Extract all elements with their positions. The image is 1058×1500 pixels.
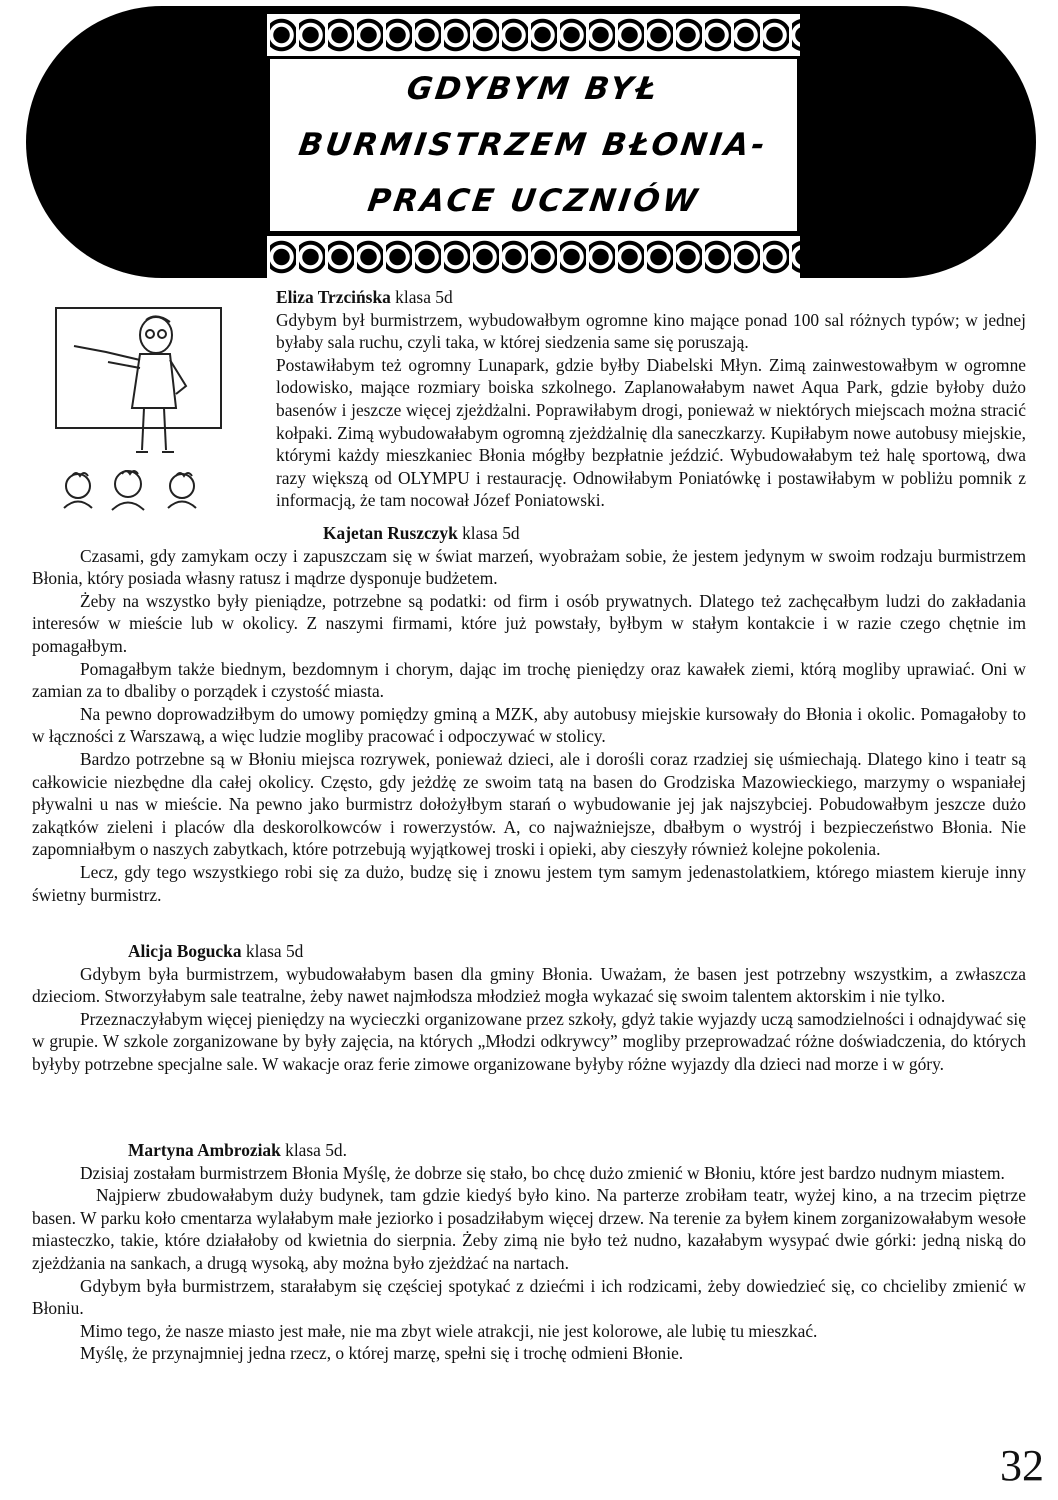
paragraph: Mimo tego, że nasze miasto jest małe, nie ma zbyt wiele atrakcji, nie jest kolorowe, ale lubię tu mieszkać. <box>80 1320 818 1341</box>
ornament-strip-top <box>267 14 800 56</box>
header-banner <box>26 6 1036 278</box>
ornament-strip-bottom <box>267 236 800 278</box>
title-line-2: BURMISTRZEM BŁONIA- <box>296 127 771 163</box>
paragraph: Myślę, że przynajmniej jedna rzecz, o której marzę, spełni się i trochę odmieni Błonie. <box>80 1343 684 1364</box>
author-name: Alicja Bogucka <box>128 941 242 961</box>
article-section-3 <box>32 940 1026 1076</box>
author-class: klasa 5d <box>390 287 453 307</box>
article-section-2 <box>32 522 1026 906</box>
article-section-1 <box>32 286 1026 512</box>
paragraph: Najpierw zbudowałabym duży budynek, tam gdzie kiedyś było kino. Na parterze zrobiłam teatr, wyżej kino, a na trzecim piętrze basen. W parku koło cmentarza wylałabym małe jeziorko i posadziłabym więcej drzew. Na terenie za byłem kinem zorganizowałabym wesołe miasteczko, takie, które działałoby od kwietnia do sierpnia. Żeby zimą nie było też nudno, kazałabym wysypać dwie górki: jedną niską do zjeżdżania na sankach, a drugą wysoką, aby można było zjeżdżać na nartach. <box>32 1185 1026 1273</box>
article-section-4 <box>32 1139 1026 1365</box>
title-panel <box>267 56 800 234</box>
paragraph: Gdybym był burmistrzem, wybudowałbym ogromne kino mające ponad 100 sal różnych typów; w jednej byłaby sala ruchu, czyli taka, w której siedzenia same się poruszają. <box>276 309 1026 353</box>
title-line-1: GDYBYM BYŁ <box>404 71 663 107</box>
section-heading <box>32 522 1026 545</box>
section-heading <box>276 286 1026 309</box>
page-number: 32 <box>1000 1441 1044 1490</box>
title-line-3: PRACE UCZNIÓW <box>365 183 702 219</box>
author-name: Kajetan Ruszczyk <box>323 523 458 543</box>
paragraph: Czasami, gdy zamykam oczy i zapuszczam się w świat marzeń, wyobrażam sobie, że jestem jedynym w swoim rodzaju burmistrzem Błonia, który posiada własny ratusz i mądrze dysponuje budżetem. <box>32 545 1026 589</box>
paragraph: Bardzo potrzebne są w Błoniu miejsca rozrywek, ponieważ dzieci, ale i dorośli coraz rzadziej się uśmiechają. Dlatego kino i teatr są całkowicie niezbędne dla całej okolicy. Często, gdy jeżdżę ze swoim tatą na basen do Grodziska Mazowieckiego, marzymy o wspaniałej pływalni u nas w mieście. Na pewno jako burmistrz dołożyłbym starań o wybudowanie jej jak najszybciej. Pobudowałbym jeszcze dużo zakątków zieleni i placów dla deskorolkowców i rowerzystów. A, co najważniejsze, dbałbym o wystrój i bezpieczeństwo Błonia. Nie zapomniałbym o naszych zabytkach, które potrzebują wyjątkowej troski i opieki, aby cieszyły również kolejne pokolenia. <box>32 748 1026 860</box>
author-class: klasa 5d <box>241 941 304 961</box>
author-class: klasa 5d <box>457 523 520 543</box>
section-heading <box>32 940 1026 963</box>
paragraph: Pomagałbym także biednym, bezdomnym i chorym, dając im trochę pieniędzy oraz kawałek ziemi, którą mogliby uprawiać. Oni w zamian za to dbaliby o porządek i czystość miasta. <box>32 658 1026 702</box>
author-class: klasa 5d. <box>280 1140 347 1160</box>
paragraph: Dzisiaj zostałam burmistrzem Błonia Myślę, że dobrze się stało, bo chcę dużo zmienić w Błoniu, które jest bardzo nudnym miastem. <box>80 1162 1005 1183</box>
paragraph: Przeznaczyłabym więcej pieniędzy na wycieczki organizowane przez szkoły, gdyż takie wyjazdy uczą samodzielności i odnajdywać się w grupie. W szkole zorganizowane by były zajęcia, na których „Młodzi odkrywcy” mogliby przeprowadzać różne doświadczenia, do których byłyby potrzebne specjalne sale. W wakacje oraz ferie zimowe organizowane byłyby różne wyjazdy dla dzieci nad morze i w góry. <box>32 1008 1026 1074</box>
section-heading <box>32 1139 1026 1162</box>
author-name: Eliza Trzcińska <box>276 287 391 307</box>
paragraph: Lecz, gdy tego wszystkiego robi się za dużo, budzę się i znowu jestem tym samym jedenastolatkiem, którego miastem kieruje inny świetny burmistrz. <box>32 861 1026 905</box>
paragraph: Gdybym była burmistrzem, starałabym się częściej spotykać z dziećmi i ich rodzicami, żeby dowiedzieć się, co chcieliby zmienić w Błoniu. <box>32 1275 1026 1319</box>
paragraph: Na pewno doprowadziłbym do umowy pomiędzy gminą a MZK, aby autobusy miejskie kursowały do Błonia i okolic. Pomagałoby to w łączności z Warszawą, a więc ludzie mogliby pracować i odpoczywać w stolicy. <box>32 703 1026 747</box>
paragraph: Postawiłabym też ogromny Lunapark, gdzie byłby Diabelski Młyn. Zimą zainwestowałbym w ogromne lodowisko, mające rozmiary boiska szkolnego. Zaplanowałabym nawet Aqua Park, gdzie byłoby dużo basenów i jeszcze więcej zjeżdżalni. Poprawiłabym drogi, ponieważ w niektórych miejscach można stracić kołpaki. Zimą wybudowałabym ogromną zjeżdżalnię dla saneczkarzy. Kupiłabym nowe autobusy miejskie, którymi każdy mieszkaniec Błonia mógłby bezpłatnie jeździć. Wybudowałabym też halę sportową, dwa razy większą od OLYMPU i restaurację. Odnowiłabym Poniatówkę i postawiłabym w pobliżu pomnik z informacją, że tam nocował Józef Poniatowski. <box>276 354 1026 511</box>
paragraph: Gdybym była burmistrzem, wybudowałabym basen dla gminy Błonia. Uważam, że basen jest potrzebny wszystkim, a zwłaszcza dzieciom. Stworzyłabym sale teatralne, żeby nawet najmłodsza młodzież mogła wykazać się swoim talentem aktorskim i nie tylko. <box>32 963 1026 1007</box>
author-name: Martyna Ambroziak <box>128 1140 281 1160</box>
paragraph: Żeby na wszystko były pieniądze, potrzebne są podatki: od firm i osób prywatnych. Dlatego też zachęcałbym ludzi do zakładania interesów w mieście lub w okolicy. Z naszymi firmami, które już powstały, byłbym w stałym kontakcie i w razie czego chętnie im pomagałbym. <box>32 590 1026 656</box>
